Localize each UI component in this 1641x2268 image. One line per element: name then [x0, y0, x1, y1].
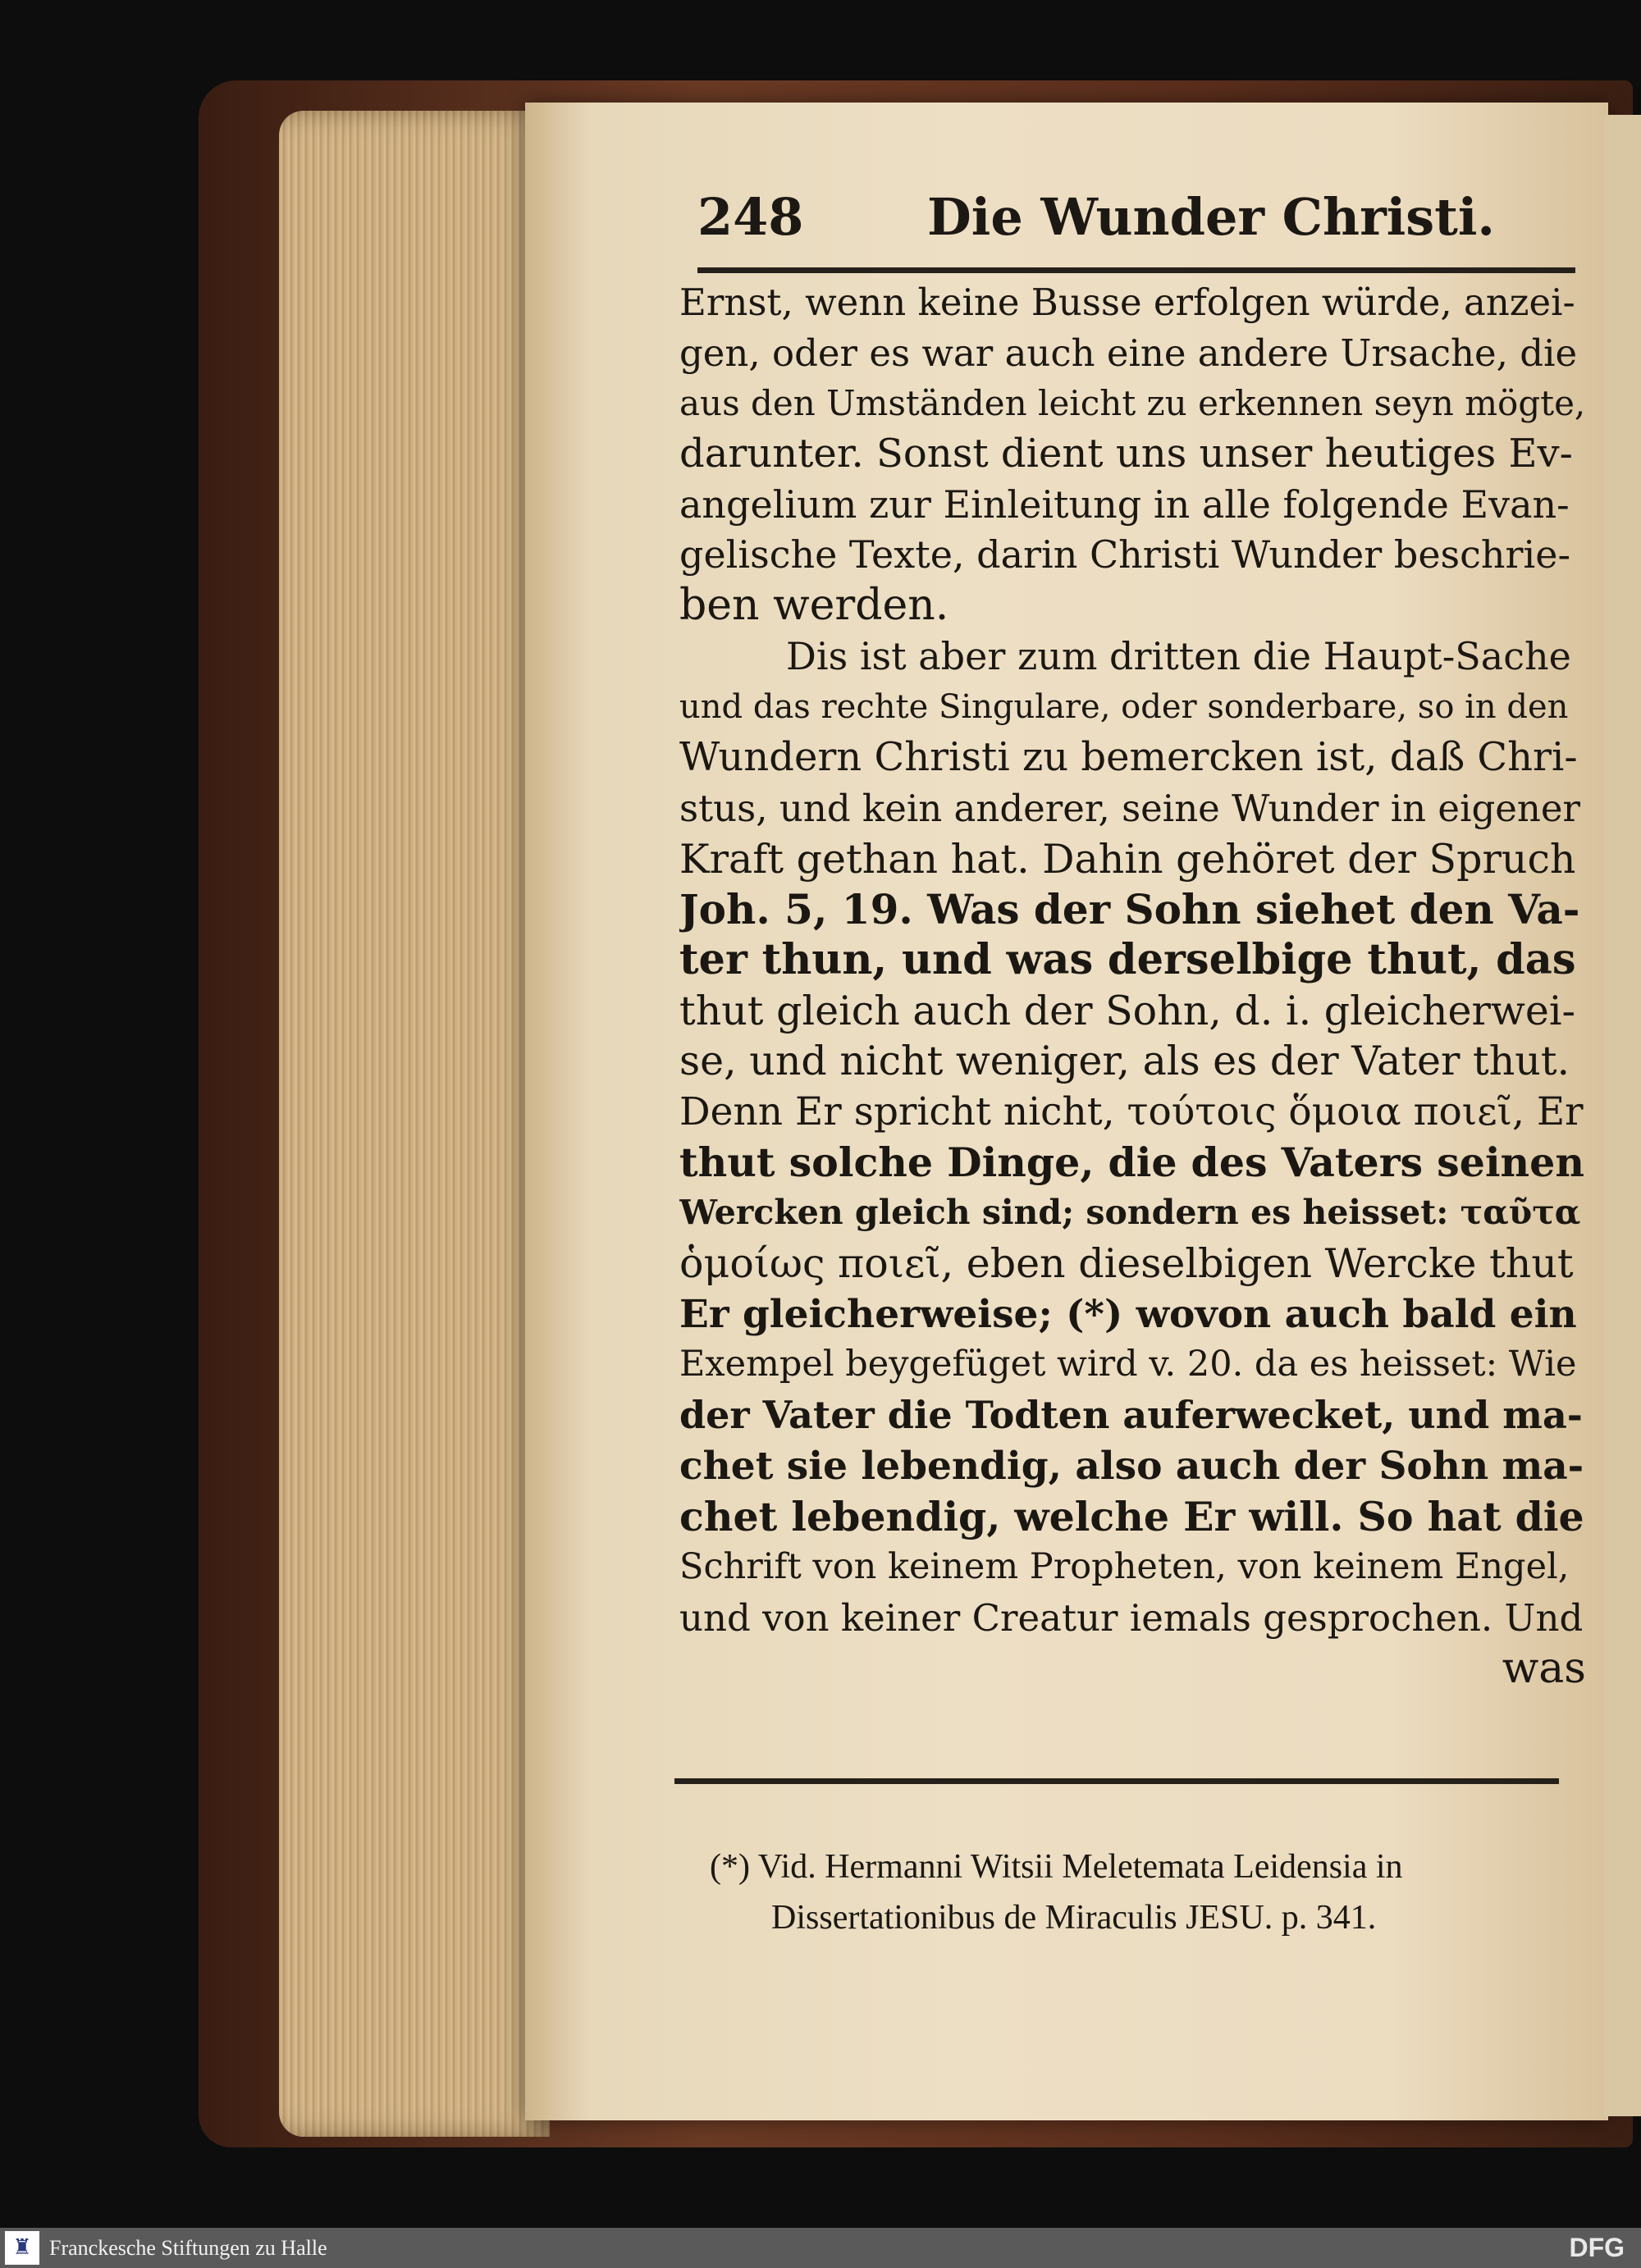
body-line: und von keiner Creatur iemals gesprochen. Und [679, 1595, 1584, 1640]
viewer-footer-bar [0, 2228, 1641, 2268]
body-line: aus den Umständen leicht zu erkennen seyn mögte, [679, 383, 1586, 424]
body-line: stus, und kein anderer, seine Wunder in eigener [679, 786, 1581, 830]
body-line: gelische Texte, darin Christi Wunder beschrie- [679, 532, 1571, 577]
body-line: thut gleich auch der Sohn, d. i. gleicherwei- [679, 987, 1576, 1034]
body-line: Joh. 5, 19. Was der Sohn siehet den Va- [679, 885, 1580, 934]
body-line: Exempel beygefüget wird v. 20. da es heisset: Wie [679, 1344, 1577, 1385]
footnote-line: Dissertationibus de Miraculis JESU. p. 341. [771, 1899, 1377, 1937]
body-line: Wundern Christi zu bemercken ist, daß Chri- [679, 734, 1578, 781]
body-line: ter thun, und was derselbige thut, das [679, 934, 1576, 984]
catchword: was [1502, 1643, 1586, 1693]
body-text [679, 277, 1586, 1694]
body-line: Denn Er spricht nicht, τούτοις ὅμοια ποιεῖ, Er [679, 1089, 1584, 1134]
institution-name: Franckesche Stiftungen zu Halle [49, 2236, 327, 2260]
footnote [710, 1841, 1563, 1943]
body-line: se, und nicht weniger, als es der Vater thut. [679, 1038, 1570, 1085]
body-line: und das rechte Singulare, oder sonderbare, so in den [679, 687, 1569, 726]
running-header [697, 187, 1567, 261]
page-edges [279, 111, 550, 2137]
body-line: gen, oder es war auch eine andere Ursache, die [679, 331, 1578, 375]
page-number: 248 [697, 187, 804, 247]
body-line: Kraft gethan hat. Dahin gehöret der Spruch [679, 835, 1576, 883]
footnote-rule [674, 1778, 1559, 1784]
body-line: Er gleicherweise; (*) wovon auch bald ein [679, 1291, 1577, 1337]
body-line: ὁμοίως ποιεῖ, eben dieselbigen Wercke thut [679, 1240, 1574, 1288]
body-line: darunter. Sonst dient uns unser heutiges Ev- [679, 431, 1573, 477]
body-line: Dis ist aber zum dritten die Haupt-Sache [786, 633, 1571, 678]
body-line: angelium zur Einleitung in alle folgende Evan- [679, 481, 1570, 527]
running-title: Die Wunder Christi. [927, 187, 1495, 247]
body-line: chet lebendig, welche Er will. So hat die [679, 1492, 1584, 1540]
body-line: Schrift von keinem Propheten, von keinem Engel, [679, 1546, 1570, 1588]
body-line: Wercken gleich sind; sondern es heisset: ταῦτα [679, 1193, 1581, 1233]
footnote-line: (*) Vid. Hermanni Witsii Meletemata Leidensia in [710, 1848, 1403, 1886]
body-line: chet sie lebendig, also auch der Sohn ma- [679, 1443, 1584, 1489]
body-line: ben werden. [679, 581, 949, 631]
facing-page-edge [1604, 115, 1641, 2116]
body-line: der Vater die Todten auferwecket, und ma- [679, 1393, 1583, 1438]
body-line: thut solche Dinge, die des Vaters seinen [679, 1138, 1584, 1186]
dfg-logo: DFG [1569, 2233, 1625, 2262]
body-line: Ernst, wenn keine Busse erfolgen würde, anzei- [679, 281, 1575, 324]
institution-logo-icon[interactable]: ♜ [5, 2231, 39, 2265]
header-rule [697, 267, 1575, 273]
